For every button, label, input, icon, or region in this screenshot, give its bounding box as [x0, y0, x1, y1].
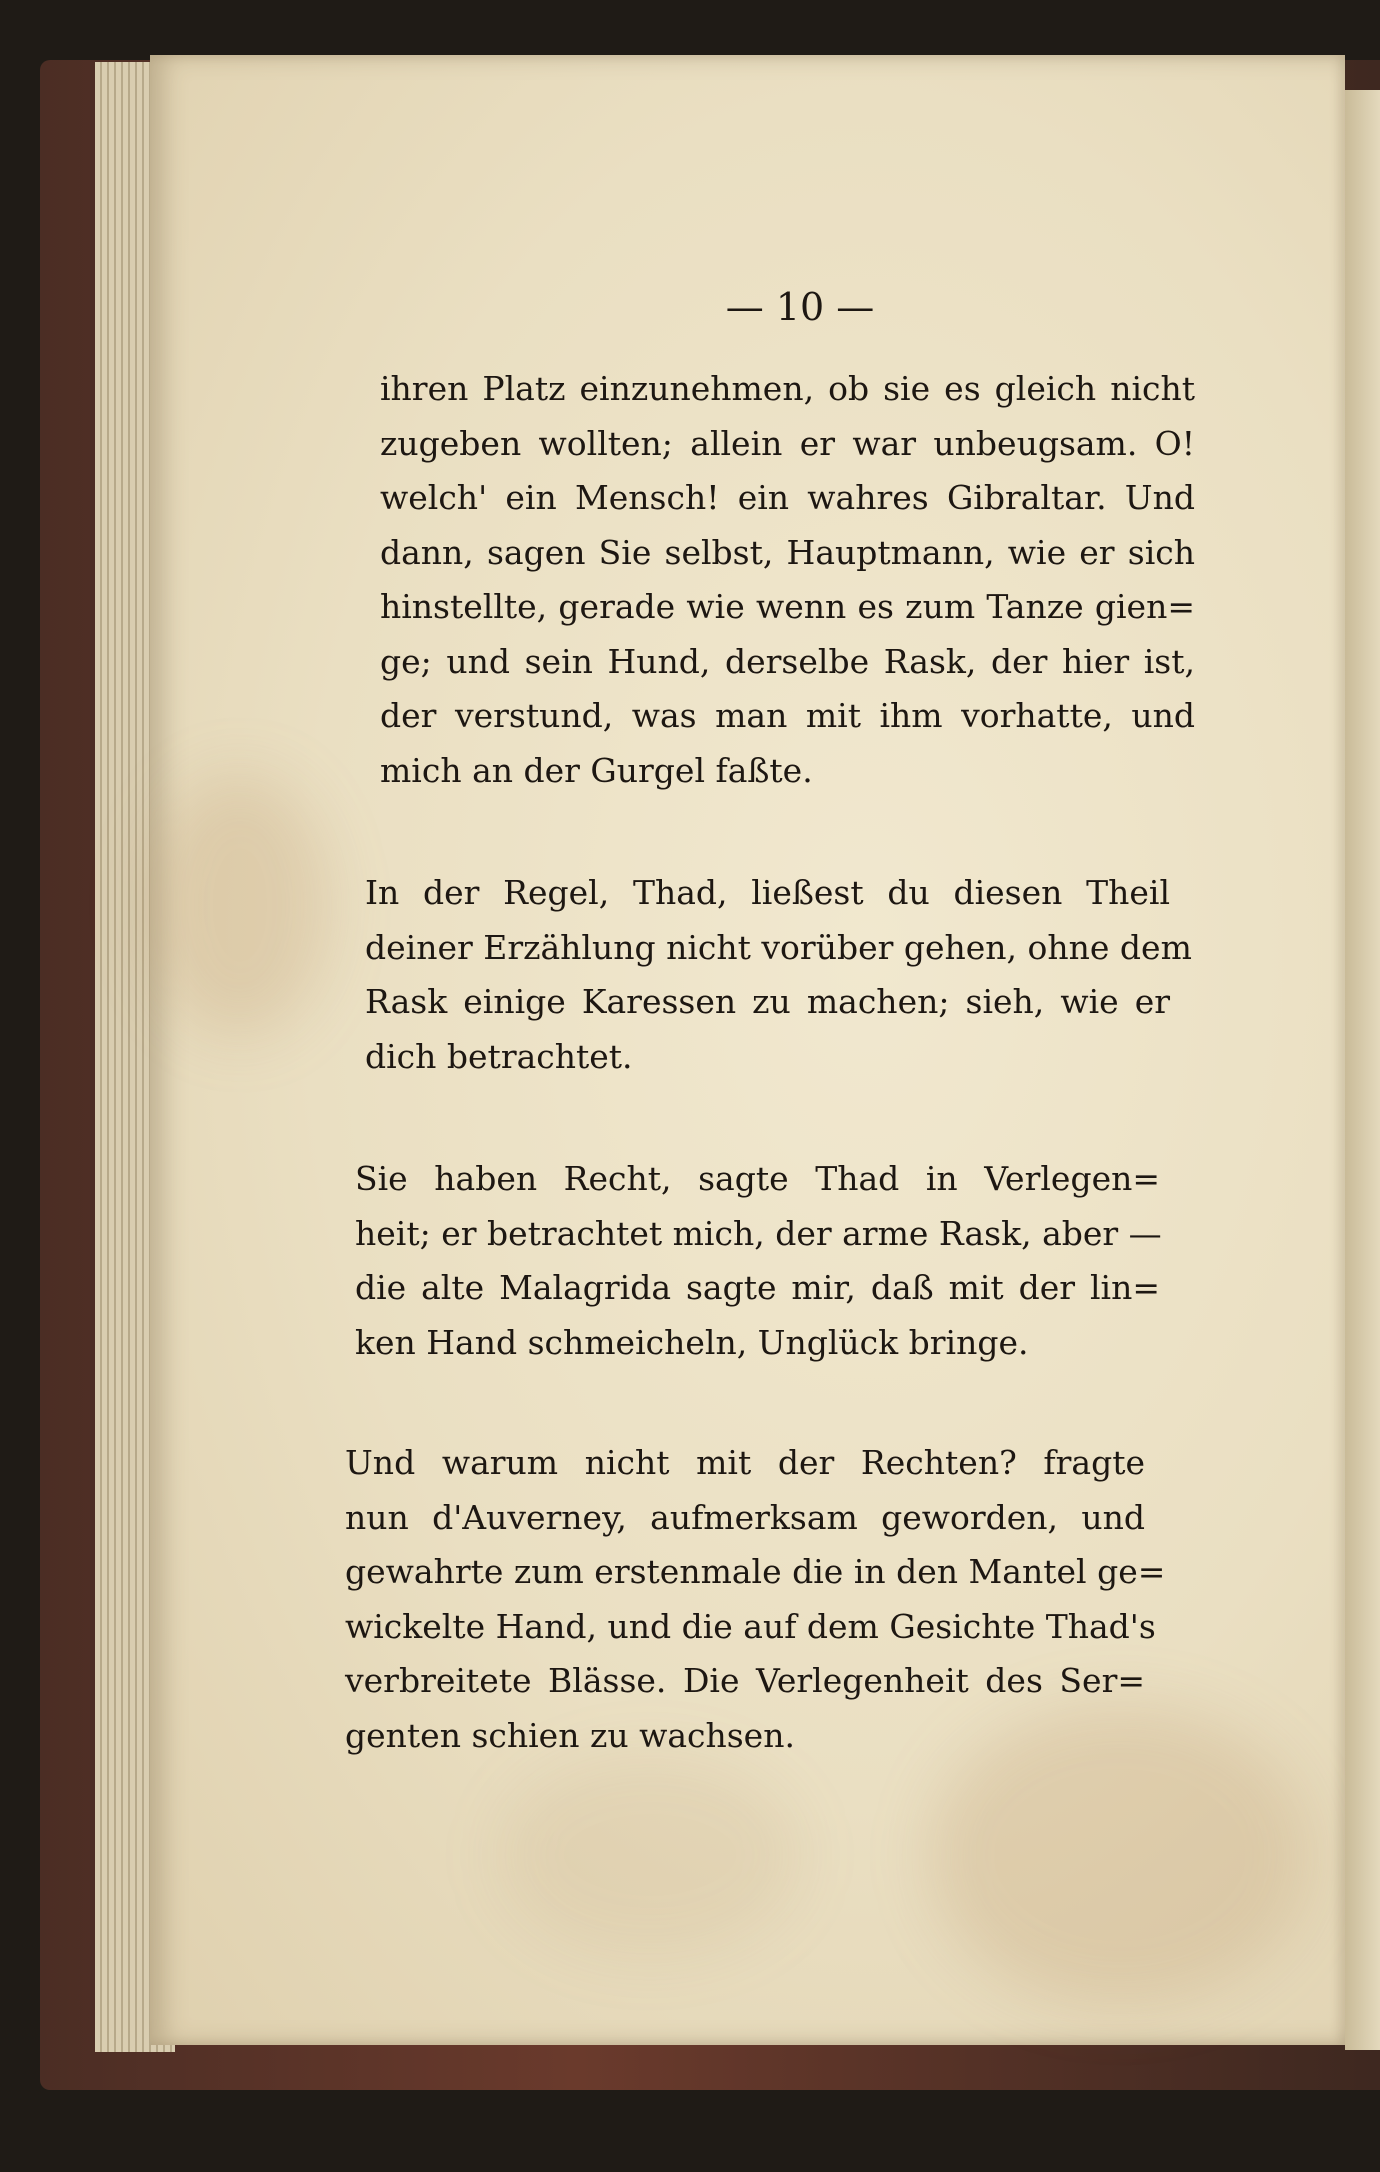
text-line: wickelte Hand, und die auf dem Gesichte Thad's: [345, 1606, 1156, 1646]
text-line: In der Regel, Thad, ließest du diesen Theil: [365, 873, 1170, 912]
text-line: Rask einige Karessen zu machen; sieh, wie er: [365, 982, 1170, 1021]
text-line: ken Hand schmeicheln, Unglück bringe.: [355, 1322, 1029, 1362]
paragraph-4: [345, 1436, 1166, 1763]
paragraph-3: [355, 1152, 1160, 1370]
text-line: gewahrte zum erstenmale die in den Mantel ge=: [345, 1552, 1166, 1591]
text-line: dann, sagen Sie selbst, Hauptmann, wie er sich: [380, 532, 1195, 572]
text-line: ge; und sein Hund, derselbe Rask, der hier ist,: [380, 641, 1195, 681]
text-line: die alte Malagrida sagte mir, daß mit der lin=: [355, 1268, 1160, 1307]
text-line: welch' ein Mensch! ein wahres Gibraltar. Und: [380, 478, 1195, 517]
text-line: ihren Platz einzunehmen, ob sie es gleich nicht: [380, 369, 1195, 408]
text-line: hinstellte, gerade wie wenn es zum Tanze gien=: [380, 587, 1195, 626]
text-line: Und warum nicht mit der Rechten? fragte: [345, 1443, 1145, 1482]
text-line: deiner Erzählung nicht vorüber gehen, ohne dem: [365, 927, 1192, 967]
paragraph-2: [365, 866, 1192, 1084]
text-line: verbreitete Blässe. Die Verlegenheit des Ser=: [345, 1661, 1145, 1700]
facing-page-edge: [1345, 90, 1380, 2050]
text-line: genten schien zu wachsen.: [345, 1715, 795, 1755]
text-line: heit; er betrachtet mich, der arme Rask, aber —: [355, 1213, 1162, 1253]
page-number: — 10 —: [725, 285, 875, 329]
text-line: der verstund, was man mit ihm vorhatte, und: [380, 696, 1195, 735]
text-line: dich betrachtet.: [365, 1036, 633, 1076]
text-line: nun d'Auverney, aufmerksam geworden, und: [345, 1497, 1145, 1537]
text-line: mich an der Gurgel faßte.: [380, 750, 813, 790]
text-line: Sie haben Recht, sagte Thad in Verlegen=: [355, 1159, 1160, 1198]
text-line: zugeben wollten; allein er war unbeugsam. O!: [380, 423, 1195, 463]
paragraph-1: [380, 362, 1195, 798]
